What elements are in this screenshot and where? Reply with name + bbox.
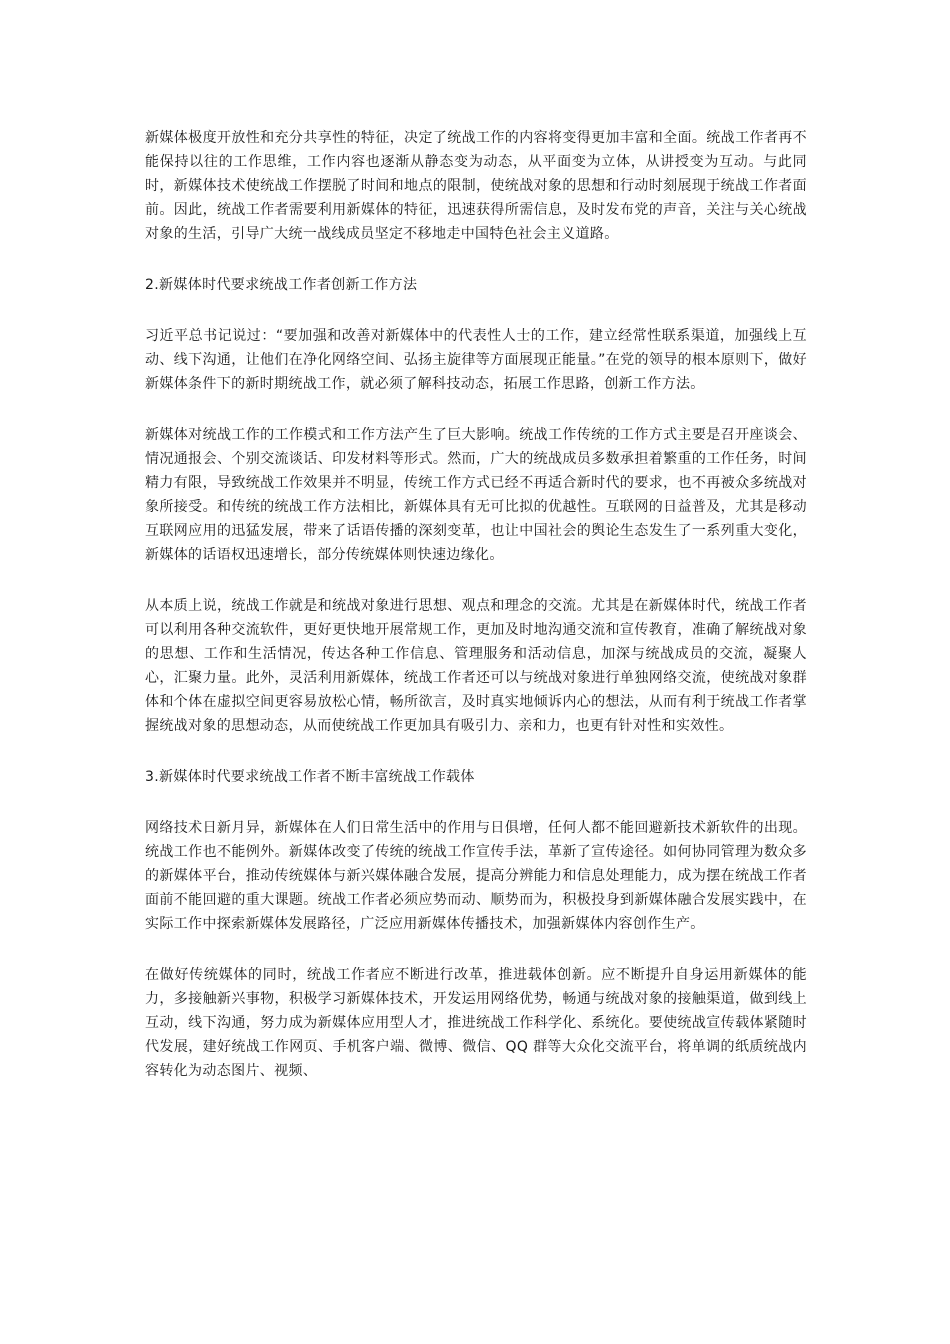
paragraph-work-methods: 新媒体对统战工作的工作模式和工作方法产生了巨大影响。统战工作传统的工作方式主要是召开座谈会、情况通报会、个别交流谈话、印发材料等形式。然而，广大的统战成员多数承担着繁重的工作任务，时间精力有限，导致统战工作效果并不明显，传统工作方式已经不再适合新时代的要求，也不再被众多统战对象所接受。和传统的统战工作方法相比，新媒体具有无可比拟的优越性。互联网的日益普及，尤其是移动互联网应用的迅猛发展，带来了话语传播的深刻变革，也让中国社会的舆论生态发生了一系列重大变化，新媒体的话语权迅速增长，部分传统媒体则快速边缘化。 (145, 427, 807, 563)
paragraph-new-media-features: 新媒体极度开放性和充分共享性的特征，决定了统战工作的内容将变得更加丰富和全面。统战工作者再不能保持以往的工作思维，工作内容也逐渐从静态变为动态，从平面变为立体，从讲授变为互动。与此同时，新媒体技术使统战工作摆脱了时间和地点的限制，使统战对象的思想和行动时刻展现于统战工作者面前。因此，统战工作者需要利用新媒体的特征，迅速获得所需信息，及时发布党的声音，关注与关心统战对象的生活，引导广大统一战线成员坚定不移地走中国特色社会主义道路。 (145, 130, 807, 242)
document-body (145, 126, 807, 1110)
paragraph-network-technology: 网络技术日新月异，新媒体在人们日常生活中的作用与日俱增，任何人都不能回避新技术新软件的出现。统战工作也不能例外。新媒体改变了传统的统战工作宣传手法，革新了宣传途径。如何协同管理为数众多的新媒体平台，推动传统媒体与新兴媒体融合发展，提高分辨能力和信息处理能力，成为摆在统战工作者面前不能回避的重大课题。统战工作者必须应势而动、顺势而为，积极投身到新媒体融合发展实践中，在实际工作中探索新媒体发展路径，广泛应用新媒体传播技术，加强新媒体内容创作生产。 (145, 820, 807, 932)
paragraph-essence-of-work: 从本质上说，统战工作就是和统战对象进行思想、观点和理念的交流。尤其是在新媒体时代，统战工作者可以利用各种交流软件，更好更快地开展常规工作，更加及时地沟通交流和宣传教育，准确了解统战对象的思想、工作和生活情况，传达各种工作信息、管理服务和活动信息，加深与统战成员的交流，凝聚人心，汇聚力量。此外，灵活利用新媒体，统战工作者还可以与统战对象进行单独网络交流，使统战对象群体和个体在虚拟空间更容易放松心情，畅所欲言，及时真实地倾诉内心的想法，从而有利于统战工作者掌握统战对象的思想动态，从而使统战工作更加具有吸引力、亲和力，也更有针对性和实效性。 (145, 598, 807, 734)
paragraph-carrier-innovation: 在做好传统媒体的同时，统战工作者应不断进行改革，推进载体创新。应不断提升自身运用新媒体的能力，多接触新兴事物，积极学习新媒体技术，开发运用网络优势，畅通与统战对象的接触渠道，做到线上互动，线下沟通，努力成为新媒体应用型人才，推进统战工作科学化、系统化。要使统战宣传载体紧随时代发展，建好统战工作网页、手机客户端、微博、微信、QQ 群等大众化交流平台，将单调的纸质统战内容转化为动态图片、视频、 (145, 967, 807, 1079)
section-heading-2: 2.新媒体时代要求统战工作者创新工作方法 (145, 277, 418, 293)
paragraph-xi-quote: 习近平总书记说过：“要加强和改善对新媒体中的代表性人士的工作，建立经常性联系渠道，加强线上互动、线下沟通，让他们在净化网络空间、弘扬主旋律等方面展现正能量。”在党的领导的根本原则下，做好新媒体条件下的新时期统战工作，就必须了解科技动态，拓展工作思路，创新工作方法。 (145, 328, 807, 392)
section-heading-3: 3.新媒体时代要求统战工作者不断丰富统战工作载体 (145, 769, 475, 785)
